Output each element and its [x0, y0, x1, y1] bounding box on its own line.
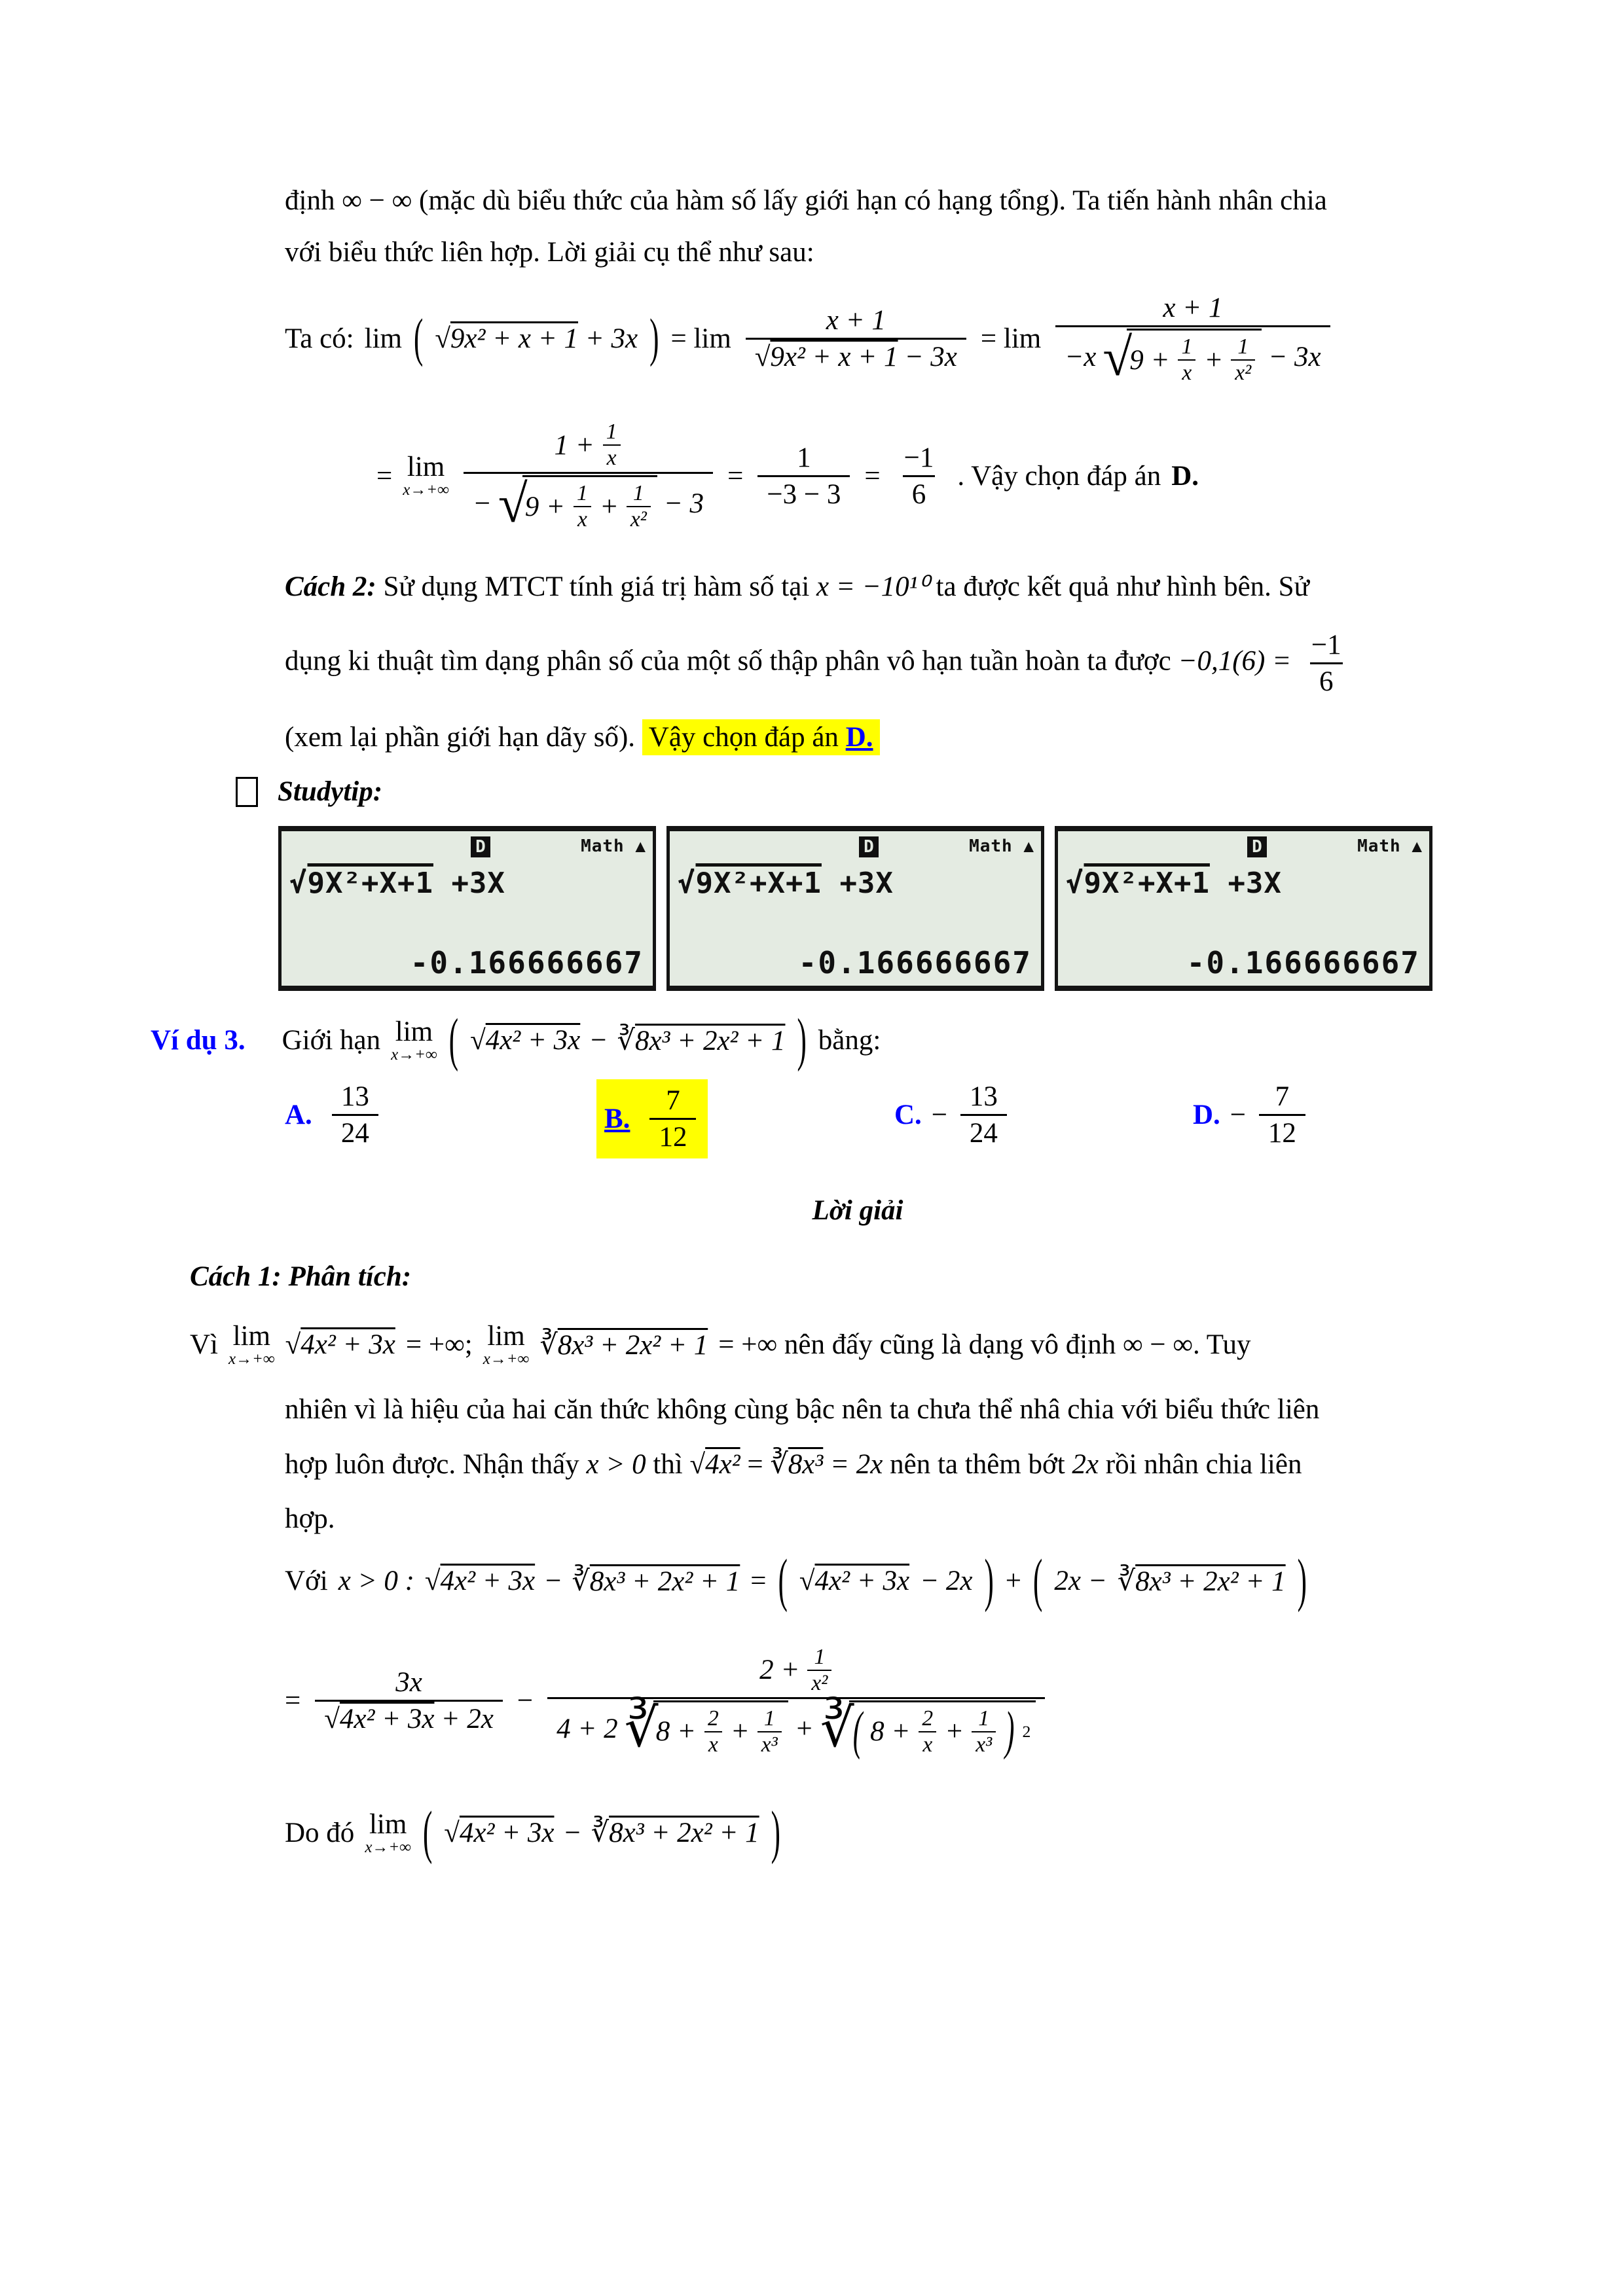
cach1-heading: Cách 1: Phân tích:	[190, 1261, 412, 1293]
fraction	[960, 1079, 1007, 1151]
big-paren: )	[771, 1800, 780, 1865]
calc-result: -0.166666667	[410, 945, 644, 980]
cube-root	[591, 1816, 759, 1849]
text-line	[285, 570, 1516, 603]
limit	[365, 1810, 411, 1856]
equals-sign: =	[376, 460, 393, 492]
answer-option-b	[596, 1079, 708, 1158]
limit-word: lim	[395, 1016, 433, 1047]
inline-math: x = −10¹⁰	[816, 571, 929, 602]
limit	[228, 1321, 275, 1368]
text-run: (xem lại phần giới hạn dãy số).	[285, 722, 642, 753]
big-fraction-formula	[285, 1643, 1623, 1759]
limit-subscript: x→+∞	[228, 1350, 275, 1369]
fraction	[1302, 628, 1351, 699]
denominator: x	[704, 1731, 722, 1757]
radical-sign: √	[754, 342, 771, 372]
calc-status-text: Math	[1357, 836, 1401, 856]
math-term: − 3	[663, 488, 704, 519]
fraction	[332, 1079, 378, 1151]
fraction	[704, 1706, 723, 1757]
math-term: 8 +	[655, 1716, 696, 1748]
text-line	[285, 1448, 1542, 1480]
numerator: x + 1	[826, 305, 886, 336]
radicand	[1127, 329, 1262, 386]
numerator: 1	[763, 1706, 775, 1731]
big-paren: (	[852, 1702, 863, 1761]
numerator: 13	[340, 1081, 369, 1113]
minus-sign: −	[517, 1685, 534, 1717]
limit	[391, 1017, 437, 1064]
denominator: x	[919, 1731, 936, 1757]
text-run: Vì	[190, 1329, 218, 1361]
calc-status	[581, 836, 646, 856]
calc-status	[1357, 836, 1423, 856]
radical-sign: √	[285, 1329, 301, 1361]
radical-sign: ∛	[539, 1329, 558, 1361]
denominator	[1055, 325, 1330, 387]
cube-root	[617, 1024, 786, 1057]
limit	[403, 452, 449, 499]
square-root	[425, 1565, 535, 1597]
studytip-label: Studytip:	[278, 776, 383, 807]
math-term: −x	[1065, 342, 1097, 372]
limit-word: lim	[232, 1321, 270, 1352]
radicand	[522, 475, 657, 532]
numerator: 1	[1237, 334, 1249, 359]
answer-letter: C.	[894, 1100, 922, 1131]
text-run: Do đó	[285, 1817, 355, 1848]
formula-label: Ta có:	[285, 323, 354, 354]
sign: −	[1228, 1100, 1247, 1131]
calc-screen	[666, 826, 1044, 991]
cube-root	[770, 1449, 823, 1480]
denominator	[547, 1697, 1045, 1759]
radical-sign: √	[424, 1566, 441, 1597]
equals-limit: = lim	[670, 323, 731, 354]
calc-status	[969, 836, 1034, 856]
vi-formula-line	[190, 1321, 1623, 1368]
radicand: 4x²	[705, 1448, 740, 1480]
formula-ta-co	[285, 291, 1623, 387]
limit-subscript: x→+∞	[403, 481, 449, 499]
minus-sign: −	[564, 1817, 581, 1848]
square-root	[498, 475, 657, 532]
inline-math: x > 0	[586, 1448, 646, 1480]
plus-sign: +	[794, 1713, 814, 1744]
radicand: 9x² + x + 1	[770, 342, 898, 372]
fraction	[746, 303, 966, 374]
calc-mode-badge: D	[471, 836, 490, 857]
math-term: 8 +	[870, 1716, 911, 1748]
sign: −	[929, 1100, 949, 1131]
big-paren: (	[1033, 1549, 1043, 1613]
text-run: rồi nhân chia liên	[1099, 1448, 1302, 1480]
text-run: Với	[285, 1566, 328, 1597]
numerator: 2	[922, 1706, 934, 1731]
up-arrow-icon: ▲	[1023, 836, 1034, 856]
radical-sign: √	[470, 1025, 486, 1056]
denominator: 6	[903, 475, 936, 512]
answers-row	[285, 1079, 1623, 1191]
inline-math: = 2x	[823, 1448, 883, 1480]
math-term: 2x −	[1054, 1566, 1107, 1597]
square-root	[444, 1817, 554, 1849]
math-term: − 3x	[1268, 342, 1321, 372]
answer-option-d	[1193, 1079, 1309, 1151]
numerator: 1	[577, 481, 588, 505]
answer-letter: D.	[1171, 460, 1199, 492]
math-term: + 3x	[585, 323, 638, 354]
fraction	[547, 1643, 1045, 1759]
radicand	[653, 1700, 788, 1757]
big-paren: )	[1005, 1702, 1015, 1761]
studytip-row	[236, 776, 1623, 808]
radicand: 4x² + 3x	[814, 1566, 910, 1597]
denominator: 24	[960, 1114, 1007, 1151]
intro-paragraph	[285, 185, 1623, 268]
answer-letter: D.	[1193, 1100, 1220, 1131]
calc-screen	[278, 826, 656, 991]
fraction	[807, 1645, 831, 1696]
radical-sign: ∛	[770, 1448, 788, 1480]
text-run: nên ta thêm bớt	[883, 1448, 1072, 1480]
fraction	[757, 440, 850, 512]
square-bullet-icon	[236, 777, 258, 807]
big-paren: )	[984, 1549, 994, 1613]
fraction	[1055, 291, 1330, 387]
radicand: 8x³ + 2x² + 1	[609, 1818, 759, 1849]
denominator: x²	[807, 1670, 831, 1696]
radical-sign: √	[435, 323, 450, 354]
do-do-formula	[285, 1800, 1623, 1865]
math-term: − 2x	[920, 1566, 973, 1597]
equals-sign: =	[285, 1685, 301, 1717]
plus-sign: +	[599, 491, 619, 522]
fraction	[1259, 1079, 1305, 1151]
text-line	[285, 721, 1516, 753]
denominator	[315, 1700, 503, 1736]
equals-sign: =	[750, 1566, 767, 1597]
numerator: −1	[903, 442, 934, 473]
numerator	[750, 1643, 842, 1697]
text-run: bằng:	[818, 1025, 881, 1056]
math-term: 4 + 2	[556, 1713, 618, 1744]
calculator-screenshot-row	[278, 826, 1623, 991]
equals-limit: = lim	[980, 323, 1042, 354]
square-root	[470, 1024, 580, 1056]
text-run: = +∞ nên đấy cũng là dạng vô định ∞ − ∞. Tuy	[718, 1329, 1251, 1361]
fraction	[895, 440, 943, 512]
math-term: = +∞;	[405, 1329, 473, 1361]
limit-subscript: x→+∞	[391, 1046, 437, 1064]
example-label: Ví dụ 3.	[151, 1025, 246, 1056]
numerator: x + 1	[1163, 293, 1223, 323]
big-paren: (	[413, 309, 424, 368]
big-paren: (	[422, 1800, 433, 1865]
calc-expression	[289, 867, 505, 900]
radicand	[849, 1700, 1036, 1761]
denominator: x³	[972, 1731, 996, 1757]
fraction	[315, 1665, 503, 1736]
radical-sign: ∛	[617, 1025, 635, 1056]
plus-sign: +	[1005, 1566, 1022, 1597]
plus-sign: +	[1204, 344, 1224, 376]
formula-limit-result	[376, 418, 1623, 533]
numerator	[545, 418, 631, 472]
denominator: x³	[757, 1731, 782, 1757]
big-paren: (	[448, 1008, 459, 1073]
fraction	[573, 481, 592, 532]
square-root	[1103, 329, 1262, 386]
fraction	[918, 1706, 937, 1757]
fraction	[972, 1706, 996, 1757]
numerator: −1	[1311, 630, 1341, 660]
equals-sign: =	[864, 460, 881, 492]
limit-word: lim	[369, 1808, 407, 1840]
calc-result: -0.166666667	[1186, 945, 1420, 980]
cube-root	[625, 1700, 788, 1757]
equals-sign: =	[727, 460, 744, 492]
equals-sign: =	[740, 1448, 771, 1480]
numerator: 7	[666, 1085, 680, 1117]
radical-sign: √	[289, 867, 308, 900]
exponent: 2	[1022, 1721, 1031, 1741]
denominator: 12	[1259, 1114, 1305, 1151]
radical-sign: √	[1066, 867, 1084, 900]
radical-sign: √	[498, 473, 528, 533]
answer-letter: D.	[845, 722, 873, 753]
text-run: ta được kết quả như hình bên. Sử	[936, 571, 1309, 602]
cube-root	[820, 1698, 1036, 1761]
denominator: x	[1178, 359, 1195, 386]
limit-subscript: x→+∞	[365, 1838, 411, 1856]
radical-sign: √	[799, 1566, 815, 1597]
cube-root	[572, 1565, 740, 1598]
inline-math: x > 0 :	[338, 1566, 414, 1597]
limit-word: lim	[487, 1321, 525, 1352]
numerator: 1	[797, 442, 811, 473]
cube-root	[1118, 1565, 1286, 1598]
denominator: 24	[332, 1114, 378, 1151]
limit-subscript: x→+∞	[483, 1350, 530, 1369]
fraction	[649, 1083, 696, 1155]
numerator: 1	[632, 481, 644, 505]
radical-sign: √	[324, 1704, 340, 1735]
math-term: +3X	[451, 867, 505, 900]
denominator	[746, 338, 966, 374]
fraction	[1177, 334, 1196, 386]
radical-sign: ∛	[820, 1698, 854, 1759]
loigiai-heading: Lời giải	[812, 1195, 903, 1227]
radical-sign: √	[678, 867, 696, 900]
big-paren: )	[649, 309, 659, 368]
square-root	[690, 1449, 740, 1480]
cach2-paragraph	[285, 570, 1516, 753]
conclusion-text: . Vậy chọn đáp án	[957, 460, 1161, 492]
calc-expression	[678, 867, 894, 900]
calc-expression	[1066, 867, 1282, 900]
math-term: +3X	[839, 867, 894, 900]
big-paren: (	[778, 1549, 788, 1613]
text-line: hợp.	[285, 1503, 335, 1534]
radicand: 8x³ + 2x² + 1	[634, 1025, 786, 1056]
denominator	[464, 472, 713, 533]
numerator: 3x	[395, 1667, 422, 1698]
radicand: 8x³	[788, 1448, 824, 1480]
text-run: Sử dụng MTCT tính giá trị hàm số tại	[383, 571, 817, 602]
math-term: + 2x	[441, 1704, 494, 1735]
answer-letter: B.	[604, 1103, 630, 1135]
highlighted-answer	[642, 719, 880, 755]
denominator: x²	[627, 506, 651, 532]
radicand: 8x³ + 2x² + 1	[557, 1329, 708, 1361]
radical-sign: √	[1103, 327, 1133, 387]
fraction	[757, 1706, 782, 1757]
square-root	[285, 1329, 395, 1361]
text-line: định ∞ − ∞ (mặc dù biểu thức của hàm số lấy giới hạn có hạng tổng). Ta tiến hành nhân chia	[285, 185, 1327, 216]
math-term: 9 +	[1129, 344, 1170, 376]
denominator: x²	[1231, 359, 1255, 386]
numerator: 13	[969, 1081, 998, 1113]
math-expression	[435, 323, 638, 355]
denominator: −3 − 3	[757, 475, 850, 512]
radicand: 4x² + 3x	[459, 1817, 555, 1848]
radicand: 8x³ + 2x² + 1	[589, 1566, 740, 1597]
text-run: thì	[646, 1448, 690, 1480]
text-line: với biểu thức liên hợp. Lời giải cụ thể như sau:	[285, 237, 814, 268]
numerator: 1	[1181, 334, 1193, 359]
big-paren: )	[797, 1008, 807, 1073]
radicand: 4x² + 3x	[339, 1704, 435, 1735]
radical-sign: ∛	[591, 1818, 610, 1849]
answer-option-c	[894, 1079, 1011, 1151]
radical-sign: √	[689, 1448, 706, 1480]
calc-mode-badge: D	[1247, 836, 1267, 857]
math-term: − 3x	[904, 342, 957, 372]
math-term: 9 +	[524, 491, 566, 522]
calc-mode-badge: D	[859, 836, 879, 857]
math-term: 2 +	[759, 1655, 800, 1686]
numerator: 1	[814, 1644, 826, 1669]
denominator: 12	[649, 1118, 696, 1155]
up-arrow-icon: ▲	[1412, 836, 1423, 856]
limit: lim	[364, 323, 402, 354]
calc-result: -0.166666667	[798, 945, 1032, 980]
big-paren: )	[1297, 1549, 1307, 1613]
minus-sign: −	[545, 1566, 562, 1597]
vidu3-row	[151, 1008, 1623, 1073]
denominator: x	[574, 506, 591, 532]
text-run: hợp luôn được. Nhận thấy	[285, 1448, 587, 1480]
numerator: 1	[606, 420, 617, 444]
text-line	[285, 628, 1516, 699]
plus-sign: +	[730, 1716, 750, 1748]
radicand: 9X²+X+1	[1084, 867, 1210, 900]
text-run: Giới hạn	[282, 1025, 381, 1056]
limit	[483, 1321, 530, 1368]
numerator: 7	[1275, 1081, 1290, 1113]
radical-sign: ∛	[572, 1566, 590, 1597]
minus-sign: −	[472, 488, 492, 519]
fraction	[627, 481, 651, 532]
minus-sign: −	[591, 1025, 607, 1056]
limit-word: lim	[407, 452, 445, 483]
plus-sign: +	[945, 1716, 964, 1748]
radicand: 4x² + 3x	[485, 1025, 581, 1056]
denominator: 6	[1310, 662, 1343, 699]
radicand: 4x² + 3x	[301, 1329, 395, 1361]
fraction	[464, 418, 713, 533]
calc-screen	[1055, 826, 1432, 991]
text-run: dụng ki thuật tìm dạng phân số của một số thập phân vô hạn tuần hoàn ta được	[285, 645, 1178, 677]
denominator: x	[603, 444, 621, 471]
radicand: 8x³ + 2x² + 1	[1135, 1566, 1286, 1597]
radical-sign: ∛	[624, 1698, 659, 1759]
voi-formula	[285, 1549, 1623, 1613]
answer-option-a	[285, 1079, 382, 1151]
math-term: +3X	[1228, 867, 1282, 900]
math-term: 1 +	[554, 429, 594, 461]
inline-math: 2x	[1072, 1448, 1099, 1480]
text-run: Vậy chọn đáp án	[648, 722, 839, 753]
answer-letter: A.	[285, 1100, 312, 1131]
method-label: Cách 2:	[285, 571, 376, 602]
radical-sign: √	[444, 1817, 460, 1848]
up-arrow-icon: ▲	[635, 836, 646, 856]
numerator: 1	[978, 1706, 990, 1731]
square-root	[799, 1565, 909, 1597]
radicand: 4x² + 3x	[440, 1566, 536, 1597]
radicand: 9X²+X+1	[307, 867, 433, 900]
calc-status-text: Math	[581, 836, 625, 856]
calc-status-text: Math	[969, 836, 1013, 856]
radical-sign: ∛	[1117, 1566, 1136, 1597]
fraction	[1231, 334, 1255, 386]
inline-math: −0,1(6) =	[1178, 645, 1292, 677]
fraction	[602, 420, 621, 471]
numerator: 2	[707, 1706, 719, 1731]
text-line: nhiên vì là hiệu của hai căn thức không cùng bậc nên ta chưa thể nhâ chia với biểu thức liên	[285, 1393, 1320, 1425]
radicand: 9X²+X+1	[695, 867, 822, 900]
radicand: 9x² + x + 1	[450, 323, 579, 354]
cube-root	[539, 1329, 708, 1361]
